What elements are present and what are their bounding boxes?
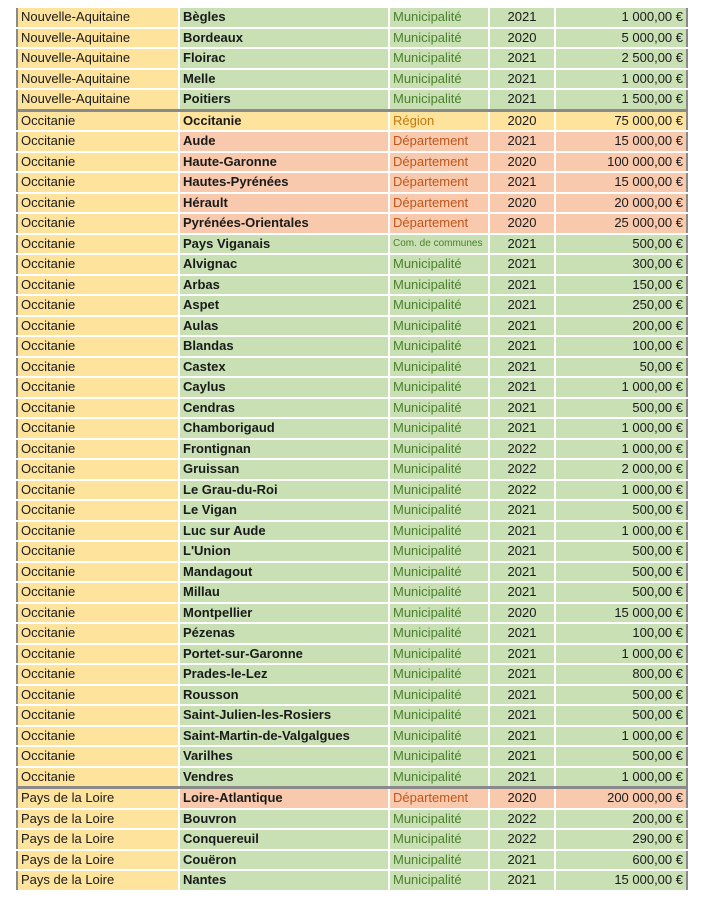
region-cell[interactable]: Nouvelle-Aquitaine [17, 48, 179, 69]
collectivity-type-cell[interactable]: Municipalité [389, 480, 489, 501]
amount-cell[interactable]: 100,00 € [555, 623, 687, 644]
year-cell[interactable]: 2021 [489, 48, 555, 69]
donations-table [16, 8, 688, 892]
year-cell[interactable]: 2020 [489, 152, 555, 173]
year-cell[interactable]: 2021 [489, 254, 555, 275]
year-cell[interactable]: 2021 [489, 234, 555, 255]
region-cell[interactable]: Occitanie [17, 459, 179, 480]
table-row [17, 377, 687, 398]
collectivity-name-cell[interactable]: Occitanie [179, 110, 389, 131]
collectivity-type-cell[interactable]: Municipalité [389, 357, 489, 378]
table-row [17, 418, 687, 439]
collectivity-name-cell[interactable]: Bègles [179, 8, 389, 28]
table-row [17, 870, 687, 891]
region-cell[interactable]: Occitanie [17, 541, 179, 562]
amount-cell[interactable]: 5 000,00 € [555, 28, 687, 49]
collectivity-name-cell[interactable]: Portet-sur-Garonne [179, 644, 389, 665]
table-row [17, 234, 687, 255]
amount-cell[interactable]: 25 000,00 € [555, 213, 687, 234]
year-cell[interactable]: 2022 [489, 480, 555, 501]
year-cell[interactable]: 2021 [489, 521, 555, 542]
table-row [17, 541, 687, 562]
amount-cell[interactable]: 15 000,00 € [555, 870, 687, 891]
year-cell[interactable]: 2020 [489, 603, 555, 624]
table-row [17, 644, 687, 665]
collectivity-type-cell[interactable]: Département [389, 193, 489, 214]
collectivity-type-cell[interactable]: Département [389, 788, 489, 809]
table-row [17, 89, 687, 110]
region-cell[interactable]: Occitanie [17, 131, 179, 152]
collectivity-name-cell[interactable]: Gruissan [179, 459, 389, 480]
amount-cell[interactable]: 300,00 € [555, 254, 687, 275]
collectivity-name-cell[interactable]: Melle [179, 69, 389, 90]
region-cell[interactable]: Pays de la Loire [17, 870, 179, 891]
amount-cell[interactable]: 150,00 € [555, 275, 687, 296]
table-row [17, 767, 687, 788]
collectivity-name-cell[interactable]: Saint-Julien-les-Rosiers [179, 705, 389, 726]
amount-cell[interactable]: 500,00 € [555, 705, 687, 726]
year-cell[interactable]: 2021 [489, 870, 555, 891]
region-cell[interactable]: Occitanie [17, 500, 179, 521]
region-cell[interactable]: Occitanie [17, 418, 179, 439]
amount-cell[interactable]: 100 000,00 € [555, 152, 687, 173]
year-cell[interactable]: 2022 [489, 809, 555, 830]
region-cell[interactable]: Pays de la Loire [17, 850, 179, 871]
amount-cell[interactable]: 500,00 € [555, 685, 687, 706]
region-cell[interactable]: Nouvelle-Aquitaine [17, 89, 179, 110]
amount-cell[interactable]: 1 000,00 € [555, 521, 687, 542]
region-cell[interactable]: Occitanie [17, 213, 179, 234]
amount-cell[interactable]: 100,00 € [555, 336, 687, 357]
collectivity-type-cell[interactable]: Municipalité [389, 829, 489, 850]
collectivity-name-cell[interactable]: Loire-Atlantique [179, 788, 389, 809]
collectivity-name-cell[interactable]: Prades-le-Lez [179, 664, 389, 685]
collectivity-type-cell[interactable]: Municipalité [389, 603, 489, 624]
collectivity-type-cell[interactable]: Municipalité [389, 69, 489, 90]
collectivity-type-cell[interactable]: Municipalité [389, 746, 489, 767]
year-cell[interactable]: 2020 [489, 213, 555, 234]
collectivity-type-cell[interactable]: Municipalité [389, 398, 489, 419]
collectivity-name-cell[interactable]: Arbas [179, 275, 389, 296]
collectivity-name-cell[interactable]: Frontignan [179, 439, 389, 460]
year-cell[interactable]: 2021 [489, 131, 555, 152]
collectivity-type-cell[interactable]: Municipalité [389, 582, 489, 603]
year-cell[interactable]: 2021 [489, 275, 555, 296]
year-cell[interactable]: 2020 [489, 110, 555, 131]
collectivity-type-cell[interactable]: Municipalité [389, 521, 489, 542]
year-cell[interactable]: 2021 [489, 500, 555, 521]
collectivity-name-cell[interactable]: L'Union [179, 541, 389, 562]
table-row [17, 110, 687, 131]
table-row [17, 48, 687, 69]
table-row [17, 398, 687, 419]
year-cell[interactable]: 2021 [489, 357, 555, 378]
amount-cell[interactable]: 1 000,00 € [555, 726, 687, 747]
collectivity-type-cell[interactable]: Municipalité [389, 459, 489, 480]
region-cell[interactable]: Occitanie [17, 623, 179, 644]
collectivity-name-cell[interactable]: Le Grau-du-Roi [179, 480, 389, 501]
region-cell[interactable]: Occitanie [17, 767, 179, 788]
year-cell[interactable]: 2021 [489, 705, 555, 726]
collectivity-name-cell[interactable]: Nantes [179, 870, 389, 891]
year-cell[interactable]: 2021 [489, 336, 555, 357]
collectivity-type-cell[interactable]: Municipalité [389, 685, 489, 706]
collectivity-name-cell[interactable]: Aude [179, 131, 389, 152]
region-cell[interactable]: Occitanie [17, 439, 179, 460]
region-cell[interactable]: Occitanie [17, 377, 179, 398]
year-cell[interactable]: 2022 [489, 459, 555, 480]
year-cell[interactable]: 2022 [489, 439, 555, 460]
collectivity-name-cell[interactable]: Alvignac [179, 254, 389, 275]
region-cell[interactable]: Pays de la Loire [17, 809, 179, 830]
collectivity-type-cell[interactable]: Région [389, 110, 489, 131]
table-row [17, 69, 687, 90]
region-cell[interactable]: Occitanie [17, 705, 179, 726]
amount-cell[interactable]: 50,00 € [555, 357, 687, 378]
region-cell[interactable]: Occitanie [17, 110, 179, 131]
table-row [17, 336, 687, 357]
amount-cell[interactable]: 1 000,00 € [555, 377, 687, 398]
region-cell[interactable]: Occitanie [17, 275, 179, 296]
table-row [17, 582, 687, 603]
collectivity-type-cell[interactable]: Municipalité [389, 664, 489, 685]
year-cell[interactable]: 2021 [489, 582, 555, 603]
collectivity-type-cell[interactable]: Département [389, 131, 489, 152]
region-cell[interactable]: Occitanie [17, 254, 179, 275]
region-cell[interactable]: Occitanie [17, 664, 179, 685]
collectivity-name-cell[interactable]: Vendres [179, 767, 389, 788]
year-cell[interactable]: 2021 [489, 664, 555, 685]
amount-cell[interactable]: 250,00 € [555, 295, 687, 316]
year-cell[interactable]: 2021 [489, 644, 555, 665]
amount-cell[interactable]: 1 500,00 € [555, 89, 687, 110]
table-row [17, 254, 687, 275]
year-cell[interactable]: 2021 [489, 562, 555, 583]
region-cell[interactable]: Occitanie [17, 193, 179, 214]
collectivity-name-cell[interactable]: Haute-Garonne [179, 152, 389, 173]
collectivity-name-cell[interactable]: Montpellier [179, 603, 389, 624]
amount-cell[interactable]: 800,00 € [555, 664, 687, 685]
year-cell[interactable]: 2021 [489, 316, 555, 337]
amount-cell[interactable]: 500,00 € [555, 234, 687, 255]
year-cell[interactable]: 2021 [489, 8, 555, 28]
amount-cell[interactable]: 200,00 € [555, 809, 687, 830]
collectivity-name-cell[interactable]: Aulas [179, 316, 389, 337]
region-cell[interactable]: Nouvelle-Aquitaine [17, 69, 179, 90]
collectivity-type-cell[interactable]: Municipalité [389, 275, 489, 296]
collectivity-type-cell[interactable]: Municipalité [389, 850, 489, 871]
table-row [17, 705, 687, 726]
collectivity-type-cell[interactable]: Département [389, 152, 489, 173]
collectivity-name-cell[interactable]: Conquereuil [179, 829, 389, 850]
collectivity-type-cell[interactable]: Municipalité [389, 295, 489, 316]
table-row [17, 357, 687, 378]
table-row [17, 829, 687, 850]
year-cell[interactable]: 2020 [489, 788, 555, 809]
region-cell[interactable]: Occitanie [17, 172, 179, 193]
collectivity-type-cell[interactable]: Municipalité [389, 541, 489, 562]
year-cell[interactable]: 2021 [489, 685, 555, 706]
region-cell[interactable]: Pays de la Loire [17, 788, 179, 809]
table-row [17, 562, 687, 583]
table-row [17, 316, 687, 337]
year-cell[interactable]: 2021 [489, 172, 555, 193]
collectivity-name-cell[interactable]: Le Vigan [179, 500, 389, 521]
table-row [17, 500, 687, 521]
collectivity-type-cell[interactable]: Municipalité [389, 809, 489, 830]
collectivity-name-cell[interactable]: Bordeaux [179, 28, 389, 49]
table-row [17, 295, 687, 316]
region-cell[interactable]: Occitanie [17, 685, 179, 706]
amount-cell[interactable]: 1 000,00 € [555, 480, 687, 501]
amount-cell[interactable]: 500,00 € [555, 398, 687, 419]
collectivity-name-cell[interactable]: Castex [179, 357, 389, 378]
amount-cell[interactable]: 600,00 € [555, 850, 687, 871]
collectivity-name-cell[interactable]: Hérault [179, 193, 389, 214]
amount-cell[interactable]: 1 000,00 € [555, 69, 687, 90]
collectivity-type-cell[interactable]: Municipalité [389, 89, 489, 110]
table-row [17, 726, 687, 747]
region-cell[interactable]: Occitanie [17, 644, 179, 665]
collectivity-type-cell[interactable]: Municipalité [389, 336, 489, 357]
region-cell[interactable]: Occitanie [17, 316, 179, 337]
amount-cell[interactable]: 15 000,00 € [555, 603, 687, 624]
year-cell[interactable]: 2021 [489, 850, 555, 871]
table-row [17, 275, 687, 296]
collectivity-name-cell[interactable]: Millau [179, 582, 389, 603]
year-cell[interactable]: 2021 [489, 726, 555, 747]
region-cell[interactable]: Occitanie [17, 336, 179, 357]
table-row [17, 685, 687, 706]
collectivity-name-cell[interactable]: Floirac [179, 48, 389, 69]
collectivity-name-cell[interactable]: Couëron [179, 850, 389, 871]
collectivity-name-cell[interactable]: Luc sur Aude [179, 521, 389, 542]
region-cell[interactable]: Occitanie [17, 295, 179, 316]
amount-cell[interactable]: 200 000,00 € [555, 788, 687, 809]
collectivity-type-cell[interactable]: Municipalité [389, 8, 489, 28]
amount-cell[interactable]: 200,00 € [555, 316, 687, 337]
year-cell[interactable]: 2021 [489, 418, 555, 439]
year-cell[interactable]: 2021 [489, 377, 555, 398]
amount-cell[interactable]: 20 000,00 € [555, 193, 687, 214]
table-row [17, 603, 687, 624]
collectivity-type-cell[interactable]: Municipalité [389, 562, 489, 583]
region-cell[interactable]: Nouvelle-Aquitaine [17, 8, 179, 28]
amount-cell[interactable]: 290,00 € [555, 829, 687, 850]
amount-cell[interactable]: 500,00 € [555, 562, 687, 583]
table-row [17, 788, 687, 809]
amount-cell[interactable]: 15 000,00 € [555, 131, 687, 152]
collectivity-name-cell[interactable]: Pézenas [179, 623, 389, 644]
region-cell[interactable]: Nouvelle-Aquitaine [17, 28, 179, 49]
table-row [17, 172, 687, 193]
table-row [17, 131, 687, 152]
table-row [17, 439, 687, 460]
collectivity-name-cell[interactable]: Rousson [179, 685, 389, 706]
collectivity-type-cell[interactable]: Municipalité [389, 767, 489, 788]
table-row [17, 809, 687, 830]
table-body [17, 8, 687, 891]
collectivity-type-cell[interactable]: Municipalité [389, 623, 489, 644]
year-cell[interactable]: 2020 [489, 193, 555, 214]
region-cell[interactable]: Occitanie [17, 480, 179, 501]
amount-cell[interactable]: 1 000,00 € [555, 644, 687, 665]
collectivity-type-cell[interactable]: Municipalité [389, 870, 489, 891]
region-cell[interactable]: Occitanie [17, 746, 179, 767]
table-row [17, 459, 687, 480]
collectivity-name-cell[interactable]: Poitiers [179, 89, 389, 110]
table-row [17, 746, 687, 767]
year-cell[interactable]: 2021 [489, 767, 555, 788]
collectivity-type-cell[interactable]: Municipalité [389, 705, 489, 726]
collectivity-name-cell[interactable]: Pays Viganais [179, 234, 389, 255]
collectivity-type-cell[interactable]: Municipalité [389, 439, 489, 460]
year-cell[interactable]: 2021 [489, 295, 555, 316]
table-row [17, 850, 687, 871]
collectivity-name-cell[interactable]: Pyrénées-Orientales [179, 213, 389, 234]
collectivity-type-cell[interactable]: Municipalité [389, 48, 489, 69]
year-cell[interactable]: 2021 [489, 69, 555, 90]
amount-cell[interactable]: 500,00 € [555, 500, 687, 521]
collectivity-name-cell[interactable]: Bouvron [179, 809, 389, 830]
region-cell[interactable]: Occitanie [17, 562, 179, 583]
collectivity-type-cell[interactable]: Département [389, 213, 489, 234]
collectivity-type-cell[interactable]: Com. de communes [389, 234, 489, 255]
region-cell[interactable]: Occitanie [17, 521, 179, 542]
amount-cell[interactable]: 1 000,00 € [555, 767, 687, 788]
table-row [17, 28, 687, 49]
table-row [17, 623, 687, 644]
table-row [17, 213, 687, 234]
table-row [17, 664, 687, 685]
region-cell[interactable]: Occitanie [17, 603, 179, 624]
collectivity-type-cell[interactable]: Département [389, 172, 489, 193]
collectivity-name-cell[interactable]: Varilhes [179, 746, 389, 767]
amount-cell[interactable]: 500,00 € [555, 746, 687, 767]
collectivity-name-cell[interactable]: Saint-Martin-de-Valgalgues [179, 726, 389, 747]
table-row [17, 8, 687, 28]
collectivity-type-cell[interactable]: Municipalité [389, 377, 489, 398]
amount-cell[interactable]: 2 000,00 € [555, 459, 687, 480]
amount-cell[interactable]: 1 000,00 € [555, 439, 687, 460]
amount-cell[interactable]: 500,00 € [555, 541, 687, 562]
region-cell[interactable]: Occitanie [17, 152, 179, 173]
collectivity-name-cell[interactable]: Mandagout [179, 562, 389, 583]
region-cell[interactable]: Occitanie [17, 582, 179, 603]
year-cell[interactable]: 2021 [489, 541, 555, 562]
collectivity-type-cell[interactable]: Municipalité [389, 28, 489, 49]
amount-cell[interactable]: 1 000,00 € [555, 418, 687, 439]
collectivity-type-cell[interactable]: Municipalité [389, 254, 489, 275]
amount-cell[interactable]: 75 000,00 € [555, 110, 687, 131]
collectivity-name-cell[interactable]: Hautes-Pyrénées [179, 172, 389, 193]
region-cell[interactable]: Pays de la Loire [17, 829, 179, 850]
year-cell[interactable]: 2021 [489, 398, 555, 419]
collectivity-type-cell[interactable]: Municipalité [389, 316, 489, 337]
collectivity-name-cell[interactable]: Cendras [179, 398, 389, 419]
table-row [17, 193, 687, 214]
amount-cell[interactable]: 2 500,00 € [555, 48, 687, 69]
table-row [17, 480, 687, 501]
region-cell[interactable]: Occitanie [17, 234, 179, 255]
year-cell[interactable]: 2020 [489, 28, 555, 49]
year-cell[interactable]: 2021 [489, 89, 555, 110]
collectivity-type-cell[interactable]: Municipalité [389, 644, 489, 665]
collectivity-type-cell[interactable]: Municipalité [389, 418, 489, 439]
collectivity-name-cell[interactable]: Aspet [179, 295, 389, 316]
year-cell[interactable]: 2021 [489, 746, 555, 767]
amount-cell[interactable]: 1 000,00 € [555, 8, 687, 28]
amount-cell[interactable]: 500,00 € [555, 582, 687, 603]
collectivity-name-cell[interactable]: Chamborigaud [179, 418, 389, 439]
collectivity-name-cell[interactable]: Caylus [179, 377, 389, 398]
amount-cell[interactable]: 15 000,00 € [555, 172, 687, 193]
year-cell[interactable]: 2022 [489, 829, 555, 850]
collectivity-name-cell[interactable]: Blandas [179, 336, 389, 357]
collectivity-type-cell[interactable]: Municipalité [389, 726, 489, 747]
region-cell[interactable]: Occitanie [17, 357, 179, 378]
table-row [17, 521, 687, 542]
collectivity-type-cell[interactable]: Municipalité [389, 500, 489, 521]
table-row [17, 152, 687, 173]
region-cell[interactable]: Occitanie [17, 398, 179, 419]
year-cell[interactable]: 2021 [489, 623, 555, 644]
region-cell[interactable]: Occitanie [17, 726, 179, 747]
